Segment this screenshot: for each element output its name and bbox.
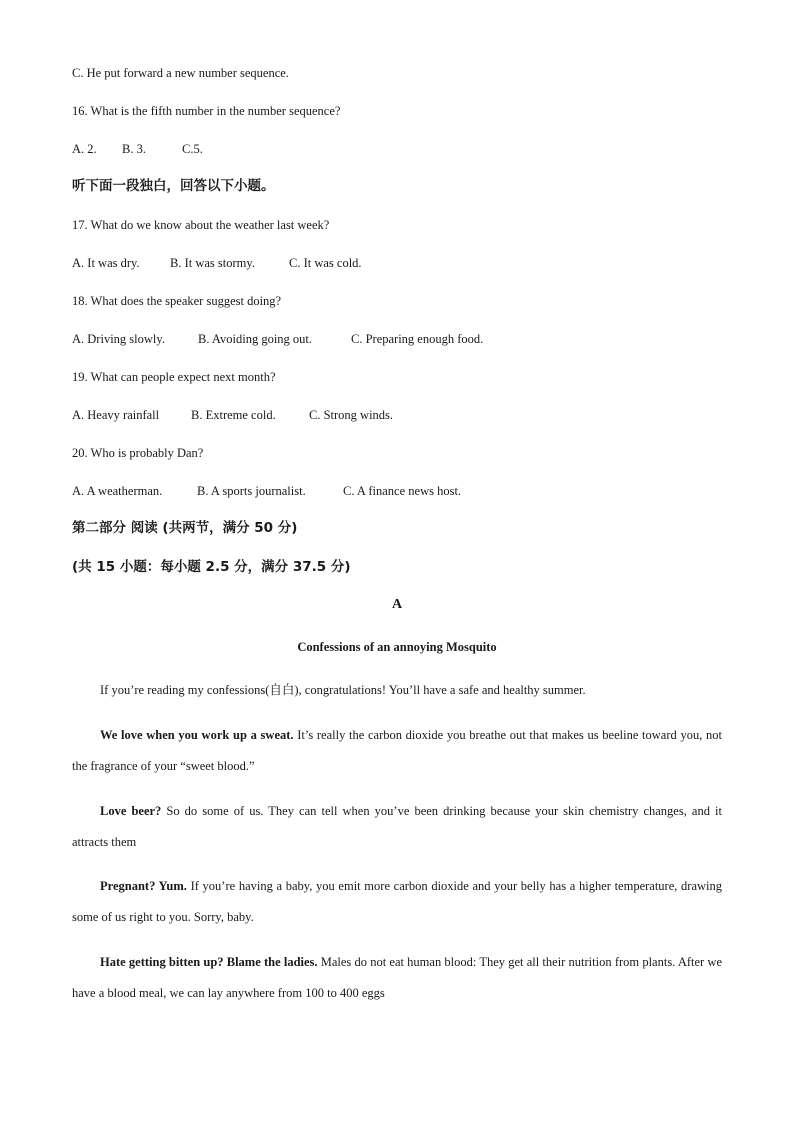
q17-options [72,255,362,271]
part2-subheading: (共 15 小题：每小题 2.5 分，满分 37.5 分) [72,559,351,575]
paragraph-4-lead: Pregnant? Yum. [100,879,187,893]
instruction-monologue: 听下面一段独白，回答以下小题。 [72,178,275,194]
q19-option-a: A. Heavy rainfall [72,408,160,422]
q18-option-a: A. Driving slowly. [72,332,165,346]
q18-stem: 18. What does the speaker suggest doing? [72,294,282,308]
q17-stem: 17. What do we know about the weather last week? [72,218,330,232]
paragraph-3-lead: Love beer? [100,804,162,818]
paragraph-5-lead: Hate getting bitten up? Blame the ladies. [100,955,318,969]
q15-option-c: C. He put forward a new number sequence. [72,66,289,80]
paragraph-3-text: So do some of us. They can tell when you’ve been drinking because your skin chemistry changes, and it attracts them [72,804,722,849]
q17-option-b: B. It was stormy. [170,256,255,270]
q18-option-b: B. Avoiding going out. [198,332,313,346]
paragraph-4 [72,871,722,933]
paragraph-5 [72,947,722,1009]
q16-stem: 16. What is the fifth number in the number sequence? [72,104,341,118]
paragraph-2-lead: We love when you work up a sweat. [100,728,294,742]
q16-option-c: C.5. [182,142,203,156]
paragraph-1 [72,675,722,706]
paragraph-3 [72,796,722,858]
paragraph-5-text: Males do not eat human blood: They get all their nutrition from plants. After we have a blood meal, we can lay anywhere from 100 to 400 eggs [72,955,722,1000]
paragraph-2-text: It’s really the carbon dioxide you breathe out that makes us beeline toward you, not the fragrance of your “sweet blood.” [72,728,722,773]
passage-letter: A [391,597,403,612]
q16-option-b: B. 3. [122,142,146,156]
q18-options [72,331,483,347]
paragraph-4-text: If you’re having a baby, you emit more carbon dioxide and your belly has a higher temperature, drawing some of us right to you. Sorry, baby. [72,879,723,924]
q20-options [72,483,461,499]
paragraph-2 [72,720,722,782]
q17-option-c: C. It was cold. [289,256,362,270]
q16-option-a: A. 2. [72,142,97,156]
q20-stem: 20. Who is probably Dan? [72,446,204,460]
q16-options [72,141,203,157]
q20-option-c: C. A finance news host. [343,484,462,498]
q19-options [72,407,393,423]
paragraph-1-text: If you’re reading my confessions(自白), congratulations! You’ll have a safe and healthy summer. [100,683,586,697]
q18-option-c: C. Preparing enough food. [351,332,484,346]
q20-option-a: A. A weatherman. [72,484,163,498]
part2-heading: 第二部分 阅读 (共两节，满分 50 分) [72,520,298,536]
q17-option-a: A. It was dry. [72,256,140,270]
q19-stem: 19. What can people expect next month? [72,370,276,384]
q20-option-b: B. A sports journalist. [197,484,306,498]
q19-option-b: B. Extreme cold. [191,408,276,422]
q19-option-c: C. Strong winds. [309,408,394,422]
passage-title: Confessions of an annoying Mosquito [297,640,497,654]
